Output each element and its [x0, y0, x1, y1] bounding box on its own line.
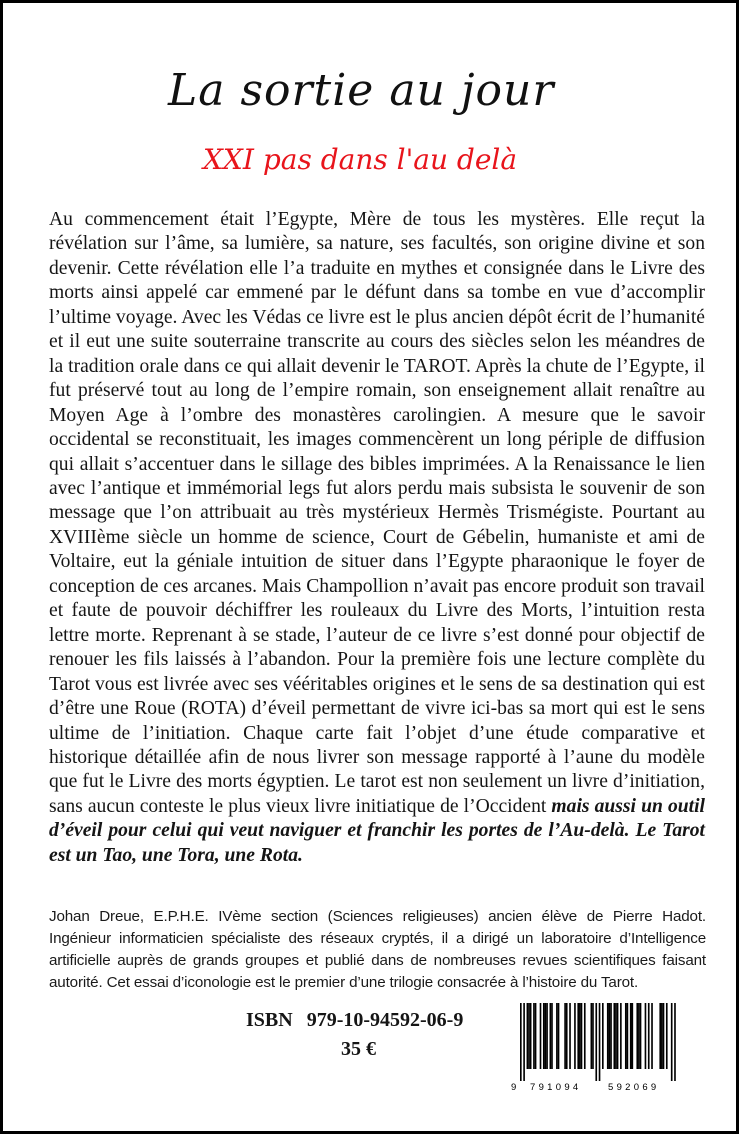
- blurb-emphasis: mais aussi un outil d’éveil pour celui qui veut naviguer et franchir les portes de l’Au-delà. Le Tarot est un Tao, une Tora, une Rota.: [49, 795, 705, 866]
- blurb-text: Au commencement était l’Egypte, Mère de tous les mystères. Elle reçut la révélation sur l’âme, sa lumière, sa nature, ses facultés, son origine divine et son devenir. Cette révélation elle l’a traduite en mythes et consignée dans le Livre des morts ainsi appelé car emmené par le défunt dans sa tombe en vue d’accomplir l’ultime voyage. Avec les Védas ce livre est le plus ancien dépôt écrit de l’humanité et il eut une suite souterraine transcrite au cours des siècles selon les méandres de la tradition orale dans ce qui allait devenir le TAROT. Après la chute de l’Egypte, il fut préservé tout au long de l’empire romain, son enseignement allait renaître au Moyen Age à l’ombre des monastères carolingien. A mesure que le savoir occidental se reconstituait, les images commencèrent un long périple de diffusion qui allait s’accentuer dans le sillage des bibles imprimées. A la Renaissance le lien avec l’antique et immémorial legs fut alors perdu mais subsista le souvenir de son message que l’on attribuait au très mystérieux Hermès Trismégiste. Pourtant au XVIIIème siècle un homme de science, Court de Gébelin, humaniste et ami de Voltaire, eut la géniale intuition de situer dans l’Egypte pharaonique le foyer de conception de ces arcanes. Mais Champollion n’avait pas encore produit son travail et faute de pouvoir déchiffrer les rouleaux du Livre des Morts, l’intuition resta lettre morte. Reprenant à se stade, l’auteur de ce livre s’est donné pour objectif de renouer les fils laissés à l’abandon. Pour la première fois une lecture complète du Tarot vous est livrée avec ses vééritables origines et le sens de sa destination qui est d’être une Roue (ROTA) d’éveil permettant de vivre ici-bas sa mort qui est le sens ultime de l’initiation. Chaque carte fait l’objet d’une étude comparative et historique détaillée afin de nous livrer son message rapporté à l’aune du modèle que fut le Livre des morts égyptien. Le tarot est non seulement un livre d’initiation, sans aucun conteste le plus vieux livre initiatique de l’Occident: [49, 209, 705, 817]
- barcode-icon: [508, 1001, 688, 1093]
- price: 35 €: [341, 1038, 376, 1060]
- blurb-paragraph: [49, 208, 705, 868]
- isbn-line: [246, 1009, 463, 1032]
- book-subtitle: XXI pas dans l'au delà: [203, 143, 518, 176]
- barcode: [508, 1001, 688, 1093]
- isbn-label: ISBN: [246, 1009, 293, 1031]
- barcode-lead-digit: 9: [511, 1082, 517, 1093]
- barcode-right-digits: 592069: [608, 1082, 660, 1093]
- book-title: La sortie au jour: [168, 65, 555, 116]
- barcode-left-digits: 791094: [530, 1082, 582, 1093]
- author-bio: Johan Dreue, E.P.H.E. IVème section (Sciences religieuses) ancien élève de Pierre Hadot. Ingénieur informaticien spécialiste des réseaux cryptés, il a dirigé un laboratoire d’Intelligence artificielle auprès de grands groupes et publié dans de nombreuses revues scientifiques faisant autorité. Cet essai d’iconologie est le premier d’une trilogie consacrée à l’histoire du Tarot.: [49, 908, 706, 991]
- isbn-number: 979-10-94592-06-9: [306, 1009, 464, 1031]
